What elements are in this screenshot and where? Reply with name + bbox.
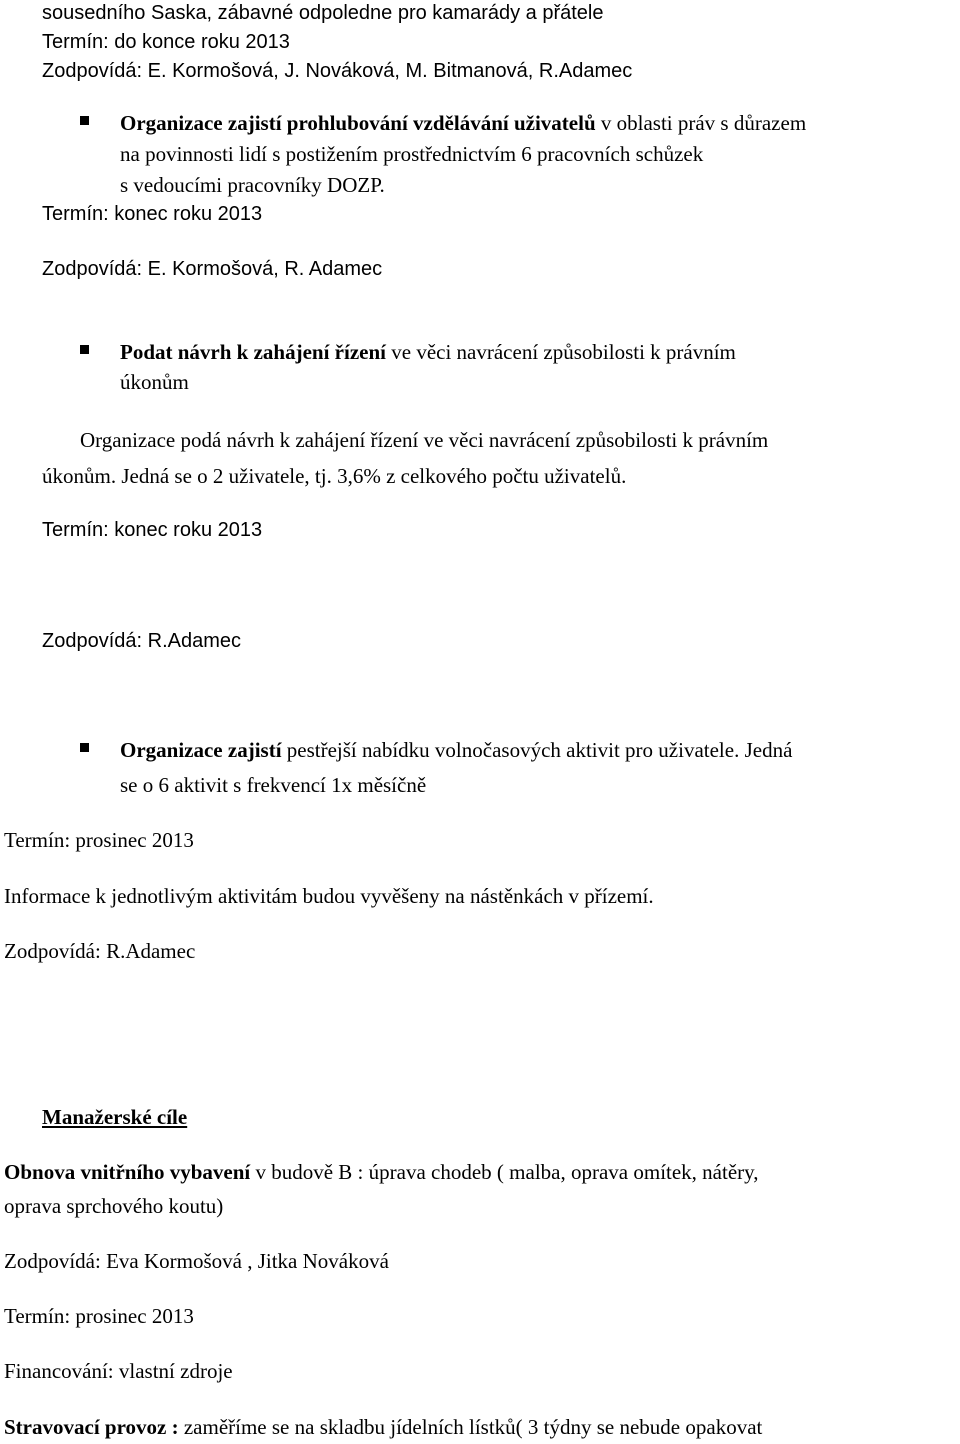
responsible-text: Zodpovídá: E. Kormošová, J. Nováková, M. Bitmanová, R.Adamec [42,60,633,82]
item-heading-bold: Podat návrh k zahájení řízení [120,340,386,364]
responsible-text: Zodpovídá: R.Adamec [4,939,196,963]
paragraph-line: Organizace podá návrh k zahájení řízení ve věci navrácení způsobilosti k právním [80,428,769,452]
item-heading-line [120,342,736,363]
item-heading-bold: Organizace zajistí prohlubování vzdělávání uživatelů [120,111,596,135]
item-text-line: s vedoucími pracovníky DOZP. [120,173,385,197]
item-heading-line [120,113,806,134]
goal-bold: Stravovací provoz : [4,1415,179,1439]
goal-line [4,1162,759,1183]
item-heading-line [120,740,792,761]
goal-line: oprava sprchového koutu) [4,1194,224,1218]
responsible-text: Zodpovídá: Eva Kormošová , Jitka Nováková [4,1249,389,1273]
responsible-text: Zodpovídá: R.Adamec [42,630,241,652]
bullet-icon [80,116,89,125]
info-text: Informace k jednotlivým aktivitám budou vyvěšeny na nástěnkách v přízemí. [4,884,654,908]
item-text-line: na povinnosti lidí s postižením prostřednictvím 6 pracovních schůzek [120,142,704,166]
bullet-icon [80,345,89,354]
item-text-line: úkonům [120,370,189,394]
bullet-icon [80,743,89,752]
item-heading-rest: pestřejší nabídku volnočasových aktivit pro uživatele. Jedná [281,738,793,762]
deadline-text: Termín: do konce roku 2013 [42,31,290,53]
deadline-text: Termín: konec roku 2013 [42,519,263,541]
goal-rest: v budově B : úprava chodeb ( malba, oprava omítek, nátěry, [250,1160,759,1184]
goal-bold: Obnova vnitřního vybavení [4,1160,251,1184]
text-line: sousedního Saska, zábavné odpoledne pro kamarády a přátele [42,2,604,24]
item-heading-bold: Organizace zajistí [120,738,282,762]
deadline-text: Termín: konec roku 2013 [42,203,263,225]
section-heading: Manažerské cíle [42,1105,188,1129]
finance-text: Financování: vlastní zdroje [4,1359,233,1383]
item-text-line: se o 6 aktivit s frekvencí 1x měsíčně [120,773,427,797]
paragraph-line: úkonům. Jedná se o 2 uživatele, tj. 3,6% z celkového počtu uživatelů. [42,464,627,488]
deadline-text: Termín: prosinec 2013 [4,1304,194,1328]
deadline-text: Termín: prosinec 2013 [4,828,194,852]
item-heading-rest: v oblasti práv s důrazem [595,111,807,135]
goal-line [4,1417,762,1438]
responsible-text: Zodpovídá: E. Kormošová, R. Adamec [42,258,383,280]
item-heading-rest: ve věci navrácení způsobilosti k právním [386,340,736,364]
goal-rest: zaměříme se na skladbu jídelních lístků( 3 týdny se nebude opakovat [178,1415,763,1439]
